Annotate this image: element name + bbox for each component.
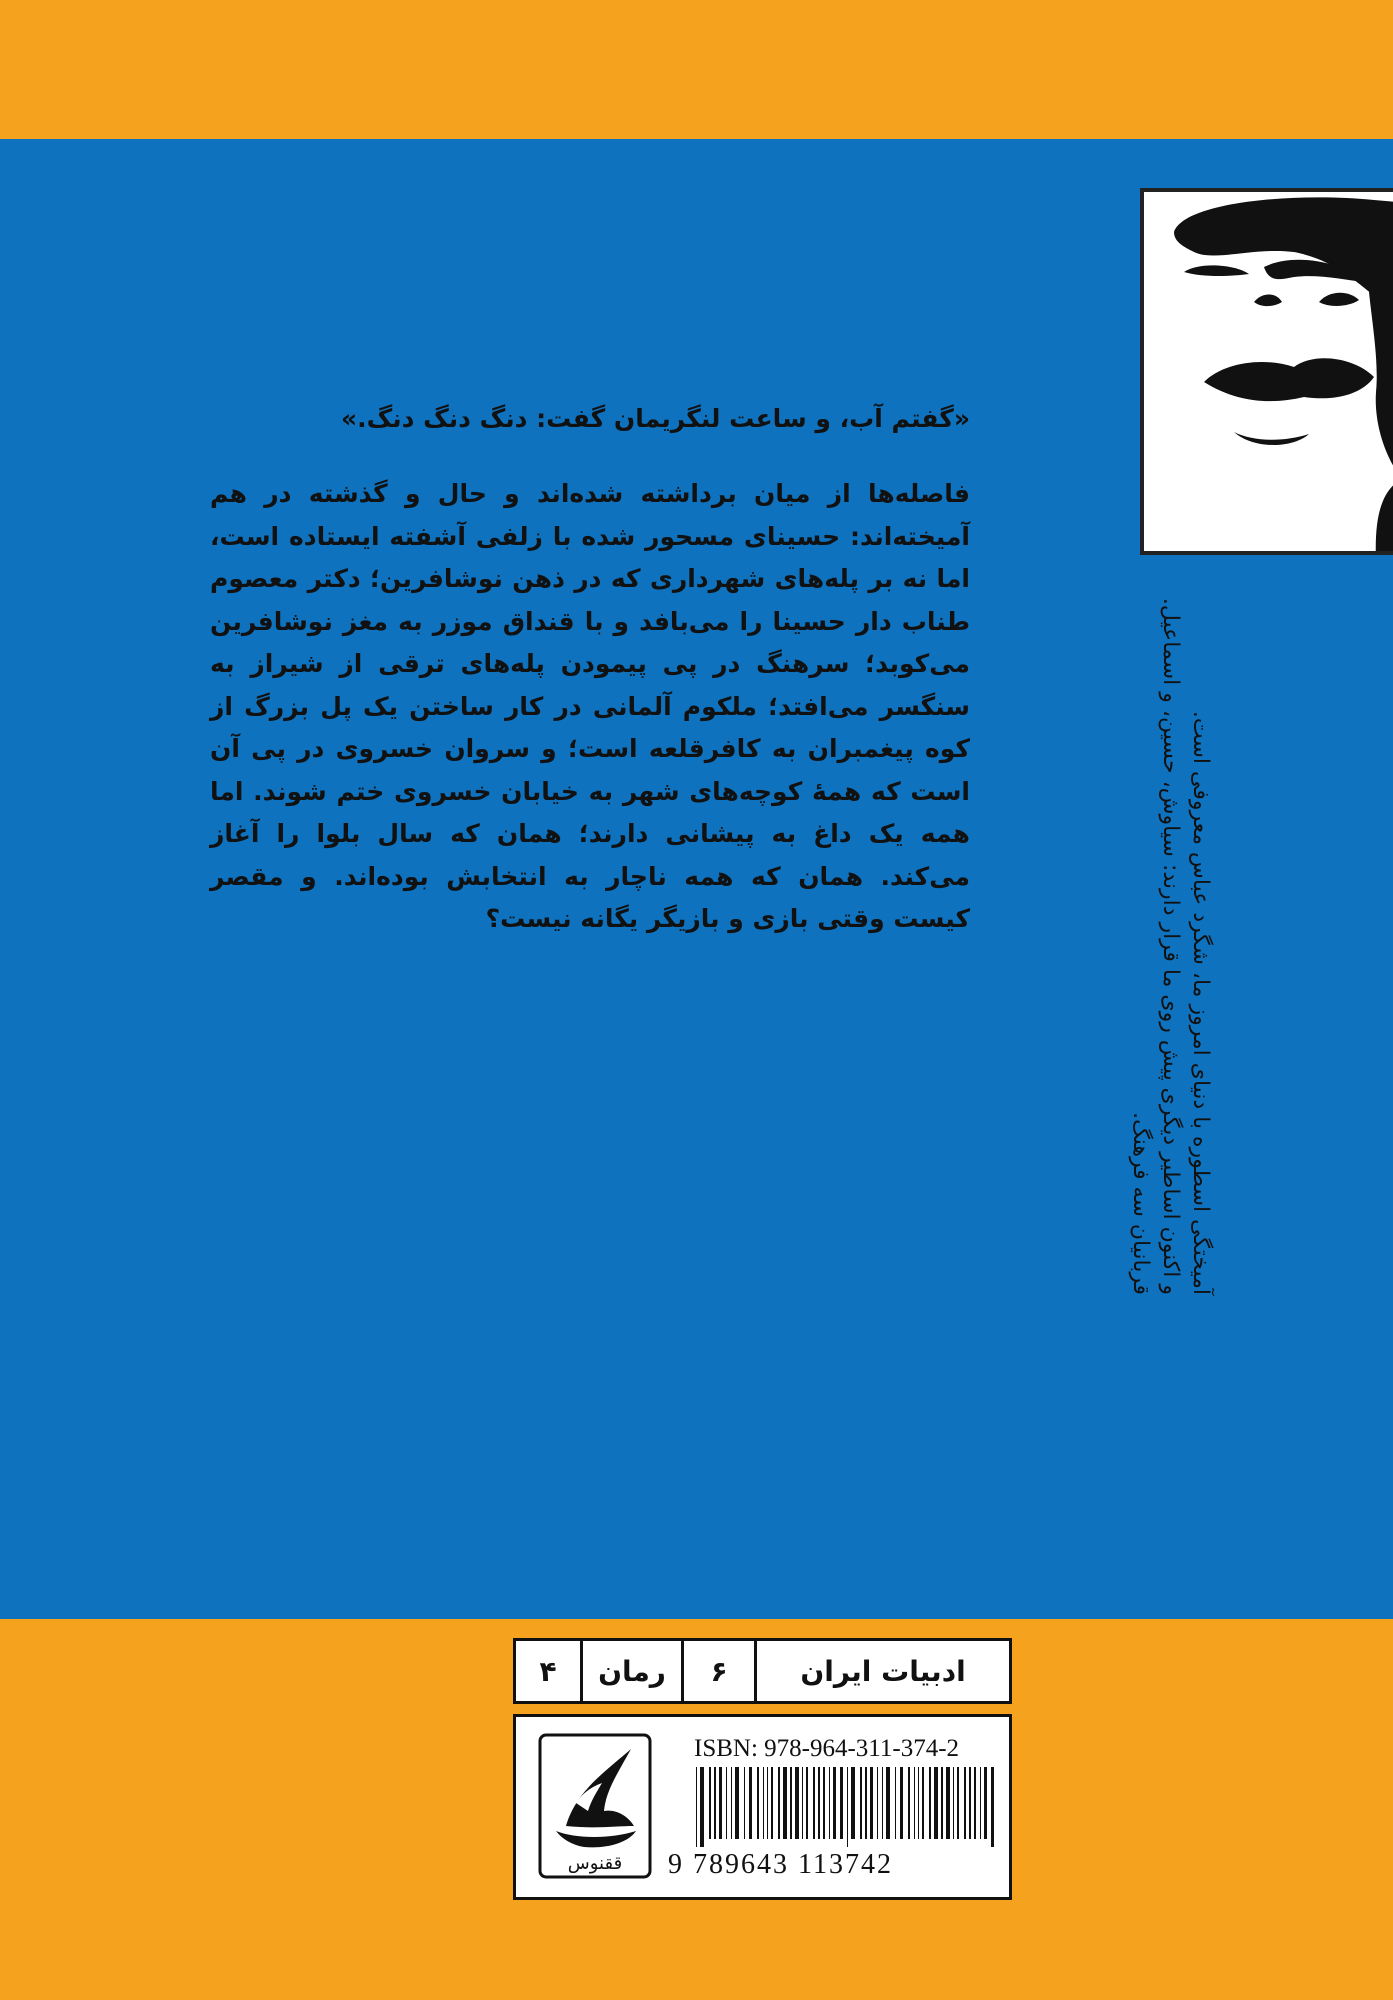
side-tagline-line-1: آمیختگی اسطوره با دنیای امروز ما، شگرد عباس معروفی است. <box>1188 710 1213 1295</box>
barcode-bar <box>953 1767 954 1839</box>
author-portrait-image <box>1144 192 1393 555</box>
ghoghnoos-bird-logo-icon <box>536 1731 654 1881</box>
genre-number: ۴ <box>539 1654 557 1688</box>
side-tagline-line-3: قربانیان سه فرهنگ. <box>1128 1112 1153 1295</box>
barcode-bar <box>847 1767 848 1847</box>
barcode-bar <box>709 1767 711 1839</box>
series-name: ادبیات ایران <box>754 1641 1009 1701</box>
barcode-bar <box>795 1767 799 1839</box>
barcode-bar <box>771 1767 773 1839</box>
top-orange-band <box>0 0 1393 139</box>
barcode-bar <box>757 1767 759 1839</box>
category-table <box>513 1638 1012 1704</box>
barcode-bar <box>763 1767 764 1839</box>
barcode-digits: 9 789643 113742 <box>668 1849 893 1880</box>
barcode-bar <box>700 1767 704 1847</box>
barcode-bar <box>895 1767 896 1839</box>
blurb-paragraph: فاصله‌ها از میان برداشته شده‌اند و حال و گذشته در هم آمیخته‌اند: حسینای مسحور شده با زلفی آشفته ایستاده است، اما نه بر پله‌های شهرداری که در ذهن نوشافرین؛ دکتر معصوم طناب دار حسینا را می‌بافد و با قنداق موزر به مغز نوشافرین می‌کوبد؛ سرهنگ در پی پیمودن پله‌های ترقی از شیراز به سنگسر می‌افتد؛ ملکوم آلمانی در کار ساختن یک پل بزرگ از کوه پیغمبران به کافرقلعه است؛ و سروان خسروی در پی آن است که همهٔ کوچه‌های شهر به خیابان خسروی ختم شوند. اما همه یک داغ به پیشانی دارند؛ همان که سال بلوا را آغاز می‌کند. همان که همه ناچار به انتخابش بوده‌اند. و مقصر کیست وقتی بازی و بازیگر یگانه نیست؟ <box>210 479 970 933</box>
barcode-bar <box>726 1767 727 1839</box>
barcode-bar <box>969 1767 971 1839</box>
barcode-bar <box>922 1767 924 1839</box>
barcode-bar <box>974 1767 976 1839</box>
barcode-bar <box>957 1767 959 1839</box>
barcode-bar <box>813 1767 815 1839</box>
barcode-bar <box>964 1767 966 1839</box>
publisher-wordmark: ققنوس <box>567 1853 623 1874</box>
barcode-bar <box>914 1767 915 1839</box>
barcode-bar <box>833 1767 836 1839</box>
side-tagline-line-2: و اکنون اساطیر دیگری پیش روی ما قرار دارند: سیاوش، حسین، و اسماعیل. <box>1158 597 1183 1295</box>
author-portrait <box>1140 188 1393 555</box>
barcode-bar <box>877 1767 878 1839</box>
barcode-bar <box>908 1767 910 1839</box>
barcode-bar <box>882 1767 883 1839</box>
barcode-bar <box>980 1767 981 1839</box>
barcode-bar <box>802 1767 803 1839</box>
isbn-box <box>513 1714 1012 1900</box>
barcode-bar <box>870 1767 873 1839</box>
barcode-bar <box>946 1767 950 1839</box>
barcode-bar <box>929 1767 931 1839</box>
series-number: ۶ <box>681 1641 754 1701</box>
barcode-bar <box>778 1767 780 1839</box>
barcode-bar <box>818 1767 820 1839</box>
barcode-bar <box>731 1767 732 1839</box>
barcode-bar <box>806 1767 808 1839</box>
barcode-bar <box>719 1767 722 1839</box>
barcode-bar <box>783 1767 787 1839</box>
barcode-bar <box>886 1767 890 1839</box>
barcode-bar <box>696 1767 697 1847</box>
barcode-bar <box>744 1767 745 1839</box>
side-tagline <box>1128 575 1260 1295</box>
barcode-bar <box>790 1767 792 1839</box>
barcode-bar <box>735 1767 739 1839</box>
barcode-bar <box>941 1767 943 1839</box>
barcode-bar <box>865 1767 867 1839</box>
barcode <box>694 1767 994 1847</box>
barcode-bar <box>714 1767 716 1839</box>
barcode-bar <box>749 1767 752 1839</box>
barcode-bar <box>829 1767 830 1839</box>
opening-quote: «گفتم آب، و ساعت لنگریمان گفت: دنگ دنگ دنگ.» <box>340 404 970 433</box>
barcode-bar <box>840 1767 843 1839</box>
barcode-bar <box>934 1767 938 1839</box>
barcode-bar <box>991 1767 994 1847</box>
barcode-bar <box>918 1767 919 1839</box>
barcode-bar <box>851 1767 855 1839</box>
isbn-label: ISBN: 978-964-311-374-2 <box>694 1735 960 1762</box>
barcode-bar <box>767 1767 768 1839</box>
barcode-bar <box>984 1767 987 1839</box>
barcode-bar <box>900 1767 903 1839</box>
genre-name: رمان <box>580 1641 681 1701</box>
barcode-bar <box>860 1767 862 1839</box>
barcode-bar <box>823 1767 825 1839</box>
